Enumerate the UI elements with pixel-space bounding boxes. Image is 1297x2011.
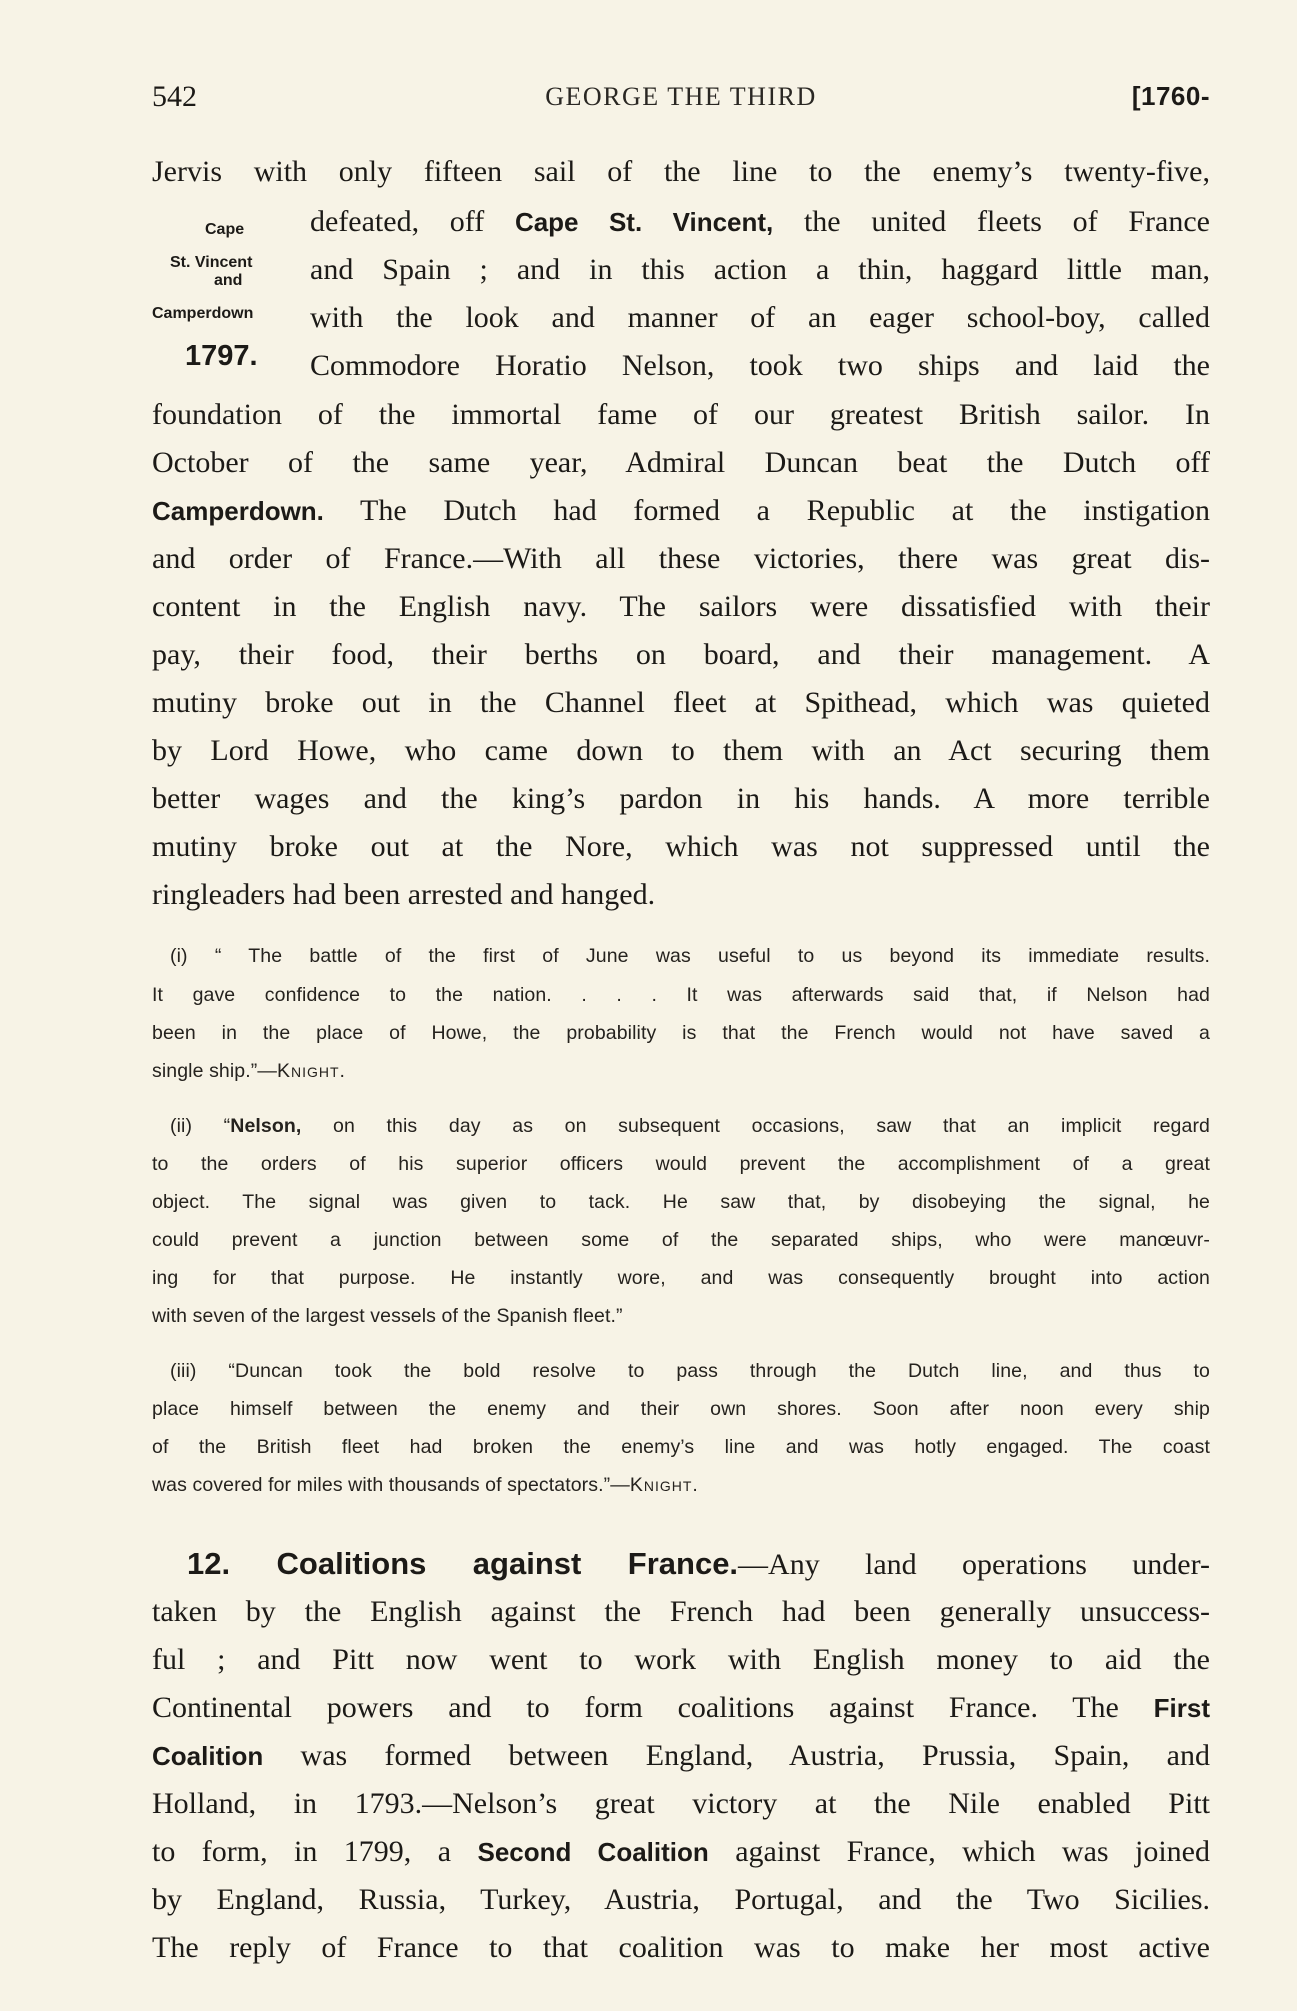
footnote-line: of the British fleet had broken the enemy’s line and was hotly engaged. The coast <box>152 1436 1210 1458</box>
footnote-author: Knight. <box>276 1060 346 1082</box>
body-line: by England, Russia, Turkey, Austria, Portugal, and the Two Sicilies. <box>152 1883 1210 1916</box>
margin-note-year: 1797. <box>185 340 258 372</box>
body-line: to form, in 1799, a Second Coalition against France, which was joined <box>152 1835 1210 1868</box>
footnote-line: single ship.”—Knight. <box>152 1060 346 1082</box>
page-number: 542 <box>152 80 197 113</box>
footnote-line: (ii) “Nelson, on this day as on subsequent occasions, saw that an implicit regard <box>170 1115 1210 1137</box>
body-line: Commodore Horatio Nelson, took two ships and laid the <box>310 349 1210 382</box>
place-cape-st-vincent: Cape St. Vincent, <box>514 207 774 237</box>
footnote-emphasis-nelson: Nelson, <box>230 1115 302 1137</box>
body-line: Coalition was formed between England, Austria, Prussia, Spain, and <box>152 1739 1210 1772</box>
footnote-line: to the orders of his superior officers would prevent the accomplishment of a great <box>152 1153 1210 1175</box>
footnote-author: Knight. <box>629 1474 699 1496</box>
page-header <box>152 80 1210 120</box>
margin-note-st-vincent: St. Vincent <box>170 254 253 271</box>
term-first-coalition: First <box>1153 1693 1210 1723</box>
footnote-line: ing for that purpose. He instantly wore, and was consequently brought into action <box>152 1267 1210 1289</box>
running-title: GEORGE THE THIRD <box>545 82 817 111</box>
footnote-line: (iii) “Duncan took the bold resolve to pass through the Dutch line, and thus to <box>170 1360 1210 1382</box>
body-line: with the look and manner of an eager school-boy, called <box>310 301 1210 334</box>
term-second-coalition: Second Coalition <box>477 1837 709 1867</box>
body-line: ful ; and Pitt now went to work with English money to aid the <box>152 1643 1210 1676</box>
footnote-line: (i) “ The battle of the first of June was useful to us beyond its immediate results. <box>170 945 1210 967</box>
footnote-line: been in the place of Howe, the probability is that the French would not have saved a <box>152 1022 1210 1044</box>
margin-note-and: and <box>214 272 243 289</box>
body-line: foundation of the immortal fame of our greatest British sailor. In <box>152 398 1210 431</box>
footnote-line: could prevent a junction between some of the separated ships, who were manœuvr- <box>152 1229 1210 1251</box>
body-line: October of the same year, Admiral Duncan beat the Dutch off <box>152 446 1210 479</box>
body-line: content in the English navy. The sailors were dissatisfied with their <box>152 590 1210 623</box>
header-date-range: [1760- <box>1131 81 1210 111</box>
body-line: mutiny broke out at the Nore, which was not suppressed until the <box>152 830 1210 863</box>
footnote-line: with seven of the largest vessels of the Spanish fleet.” <box>152 1305 623 1327</box>
margin-note-camperdown: Camperdown <box>152 305 254 322</box>
body-line: The reply of France to that coalition was to make her most active <box>152 1931 1210 1964</box>
section-heading-line: 12. Coalitions against France.—Any land operations under- <box>187 1546 1210 1581</box>
body-line: better wages and the king’s pardon in his hands. A more terrible <box>152 782 1210 815</box>
body-line: defeated, off Cape St. Vincent, the united fleets of France <box>310 205 1210 238</box>
body-line: Jervis with only fifteen sail of the line to the enemy’s twenty-five, <box>152 155 1210 188</box>
footnote-line: object. The signal was given to tack. He saw that, by disobeying the signal, he <box>152 1191 1210 1213</box>
body-line: and order of France.—With all these victories, there was great dis- <box>152 542 1210 575</box>
footnote-line: was covered for miles with thousands of spectators.”—Knight. <box>152 1474 699 1496</box>
body-line: mutiny broke out in the Channel fleet at Spithead, which was quieted <box>152 686 1210 719</box>
body-line: Camperdown. The Dutch had formed a Republic at the instigation <box>152 494 1210 527</box>
body-line: and Spain ; and in this action a thin, haggard little man, <box>310 253 1210 286</box>
body-line: taken by the English against the French had been generally unsuccess- <box>152 1595 1210 1628</box>
body-line: pay, their food, their berths on board, and their management. A <box>152 638 1210 671</box>
footnote-line: place himself between the enemy and their own shores. Soon after noon every ship <box>152 1398 1210 1420</box>
body-line: by Lord Howe, who came down to them with an Act securing them <box>152 734 1210 767</box>
body-line: Continental powers and to form coalitions against France. The First <box>152 1691 1210 1724</box>
body-line: Holland, in 1793.—Nelson’s great victory at the Nile enabled Pitt <box>152 1787 1210 1820</box>
margin-note-cape: Cape <box>205 221 245 238</box>
body-line: ringleaders had been arrested and hanged. <box>152 878 656 911</box>
place-camperdown: Camperdown. <box>152 496 324 526</box>
section-heading: 12. Coalitions against France. <box>187 1546 739 1581</box>
term-coalition: Coalition <box>152 1741 264 1771</box>
footnote-line: It gave confidence to the nation. . . . It was afterwards said that, if Nelson had <box>152 984 1210 1006</box>
